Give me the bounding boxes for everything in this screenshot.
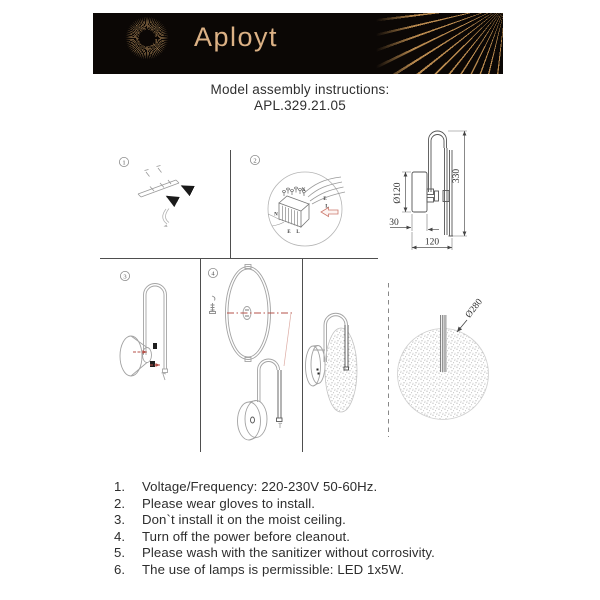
wire-label-n-left: N bbox=[274, 212, 278, 218]
rays-decoration bbox=[368, 13, 503, 74]
model-number: APL.329.21.05 bbox=[254, 98, 346, 113]
step2-wiring-detail bbox=[268, 172, 345, 246]
instruction-text: Don`t install it on the moist ceiling. bbox=[142, 512, 346, 528]
instruction-text: The use of lamps is permissible: LED 1x5W. bbox=[142, 561, 405, 577]
crystal-shade-side bbox=[325, 328, 357, 412]
instruction-text: Voltage/Frequency: 220-230V 50-60Hz. bbox=[142, 479, 378, 494]
technical-drawing bbox=[389, 131, 467, 250]
wall-plate-side bbox=[412, 172, 427, 212]
instruction-item bbox=[114, 545, 534, 562]
dim-width-label: 120 bbox=[424, 237, 440, 248]
step-3-label: 3 bbox=[123, 273, 127, 281]
instruction-number: 6. bbox=[114, 561, 125, 577]
dim-depth-label: 30 bbox=[389, 218, 399, 228]
step-4-badge bbox=[208, 268, 217, 277]
instruction-text: Please wash with the sanitizer without corrosivity. bbox=[142, 545, 435, 561]
dim-plate-diameter bbox=[393, 172, 411, 212]
instruction-number: 2. bbox=[114, 495, 125, 511]
instruction-text: Please wear gloves to install. bbox=[142, 495, 316, 511]
instruction-number: 4. bbox=[114, 528, 125, 544]
step-2-label: 2 bbox=[253, 157, 257, 165]
instruction-item bbox=[114, 512, 534, 529]
wire-label-e-bottom: E bbox=[287, 230, 291, 235]
step-1-badge bbox=[119, 157, 128, 166]
front-view-shade bbox=[398, 297, 489, 419]
wire-label-l-right: L bbox=[325, 204, 329, 210]
wire-label-l-bottom: L bbox=[296, 230, 300, 235]
dim-height bbox=[448, 131, 467, 236]
step-badges bbox=[119, 155, 259, 280]
wire-label-n-top: N bbox=[301, 188, 306, 193]
instruction-item bbox=[114, 529, 534, 546]
instructions-list bbox=[114, 479, 534, 579]
instruction-item bbox=[114, 496, 534, 513]
step-1-label: 1 bbox=[122, 159, 126, 167]
assembled-lamp-sketch bbox=[306, 313, 358, 412]
starburst-logo-icon bbox=[125, 16, 169, 60]
instruction-text: Turn off the power before cleanout. bbox=[142, 528, 351, 544]
instruction-item bbox=[114, 562, 534, 579]
step1-bracket-sketch bbox=[138, 166, 192, 228]
instruction-number: 1. bbox=[114, 479, 125, 494]
dim-shade-diameter bbox=[457, 297, 485, 332]
step-4-label: 4 bbox=[211, 270, 215, 278]
arch-tube-side bbox=[429, 131, 447, 192]
step-3-badge bbox=[120, 271, 129, 280]
step-2-badge bbox=[250, 155, 259, 164]
dim-shade-diameter-label: Ø280 bbox=[463, 297, 485, 321]
dim-width bbox=[412, 232, 452, 250]
screw-icon bbox=[210, 296, 216, 314]
instruction-number: 5. bbox=[114, 545, 125, 561]
wire-label-e-right: E bbox=[323, 197, 327, 202]
assembly-diagram bbox=[0, 110, 600, 480]
step4-shade-assembly-sketch bbox=[210, 265, 293, 441]
dim-depth bbox=[389, 214, 439, 231]
dim-height-label: 330 bbox=[452, 168, 462, 184]
page-title: Model assembly instructions: bbox=[210, 82, 390, 97]
step3-mounting-sketch bbox=[120, 284, 168, 381]
instruction-number: 3. bbox=[114, 512, 125, 528]
dim-plate-diameter-label: Ø120 bbox=[393, 182, 403, 204]
brand-wordmark: Aployt bbox=[194, 22, 279, 52]
instruction-item bbox=[114, 479, 534, 496]
brand-banner bbox=[93, 13, 503, 74]
